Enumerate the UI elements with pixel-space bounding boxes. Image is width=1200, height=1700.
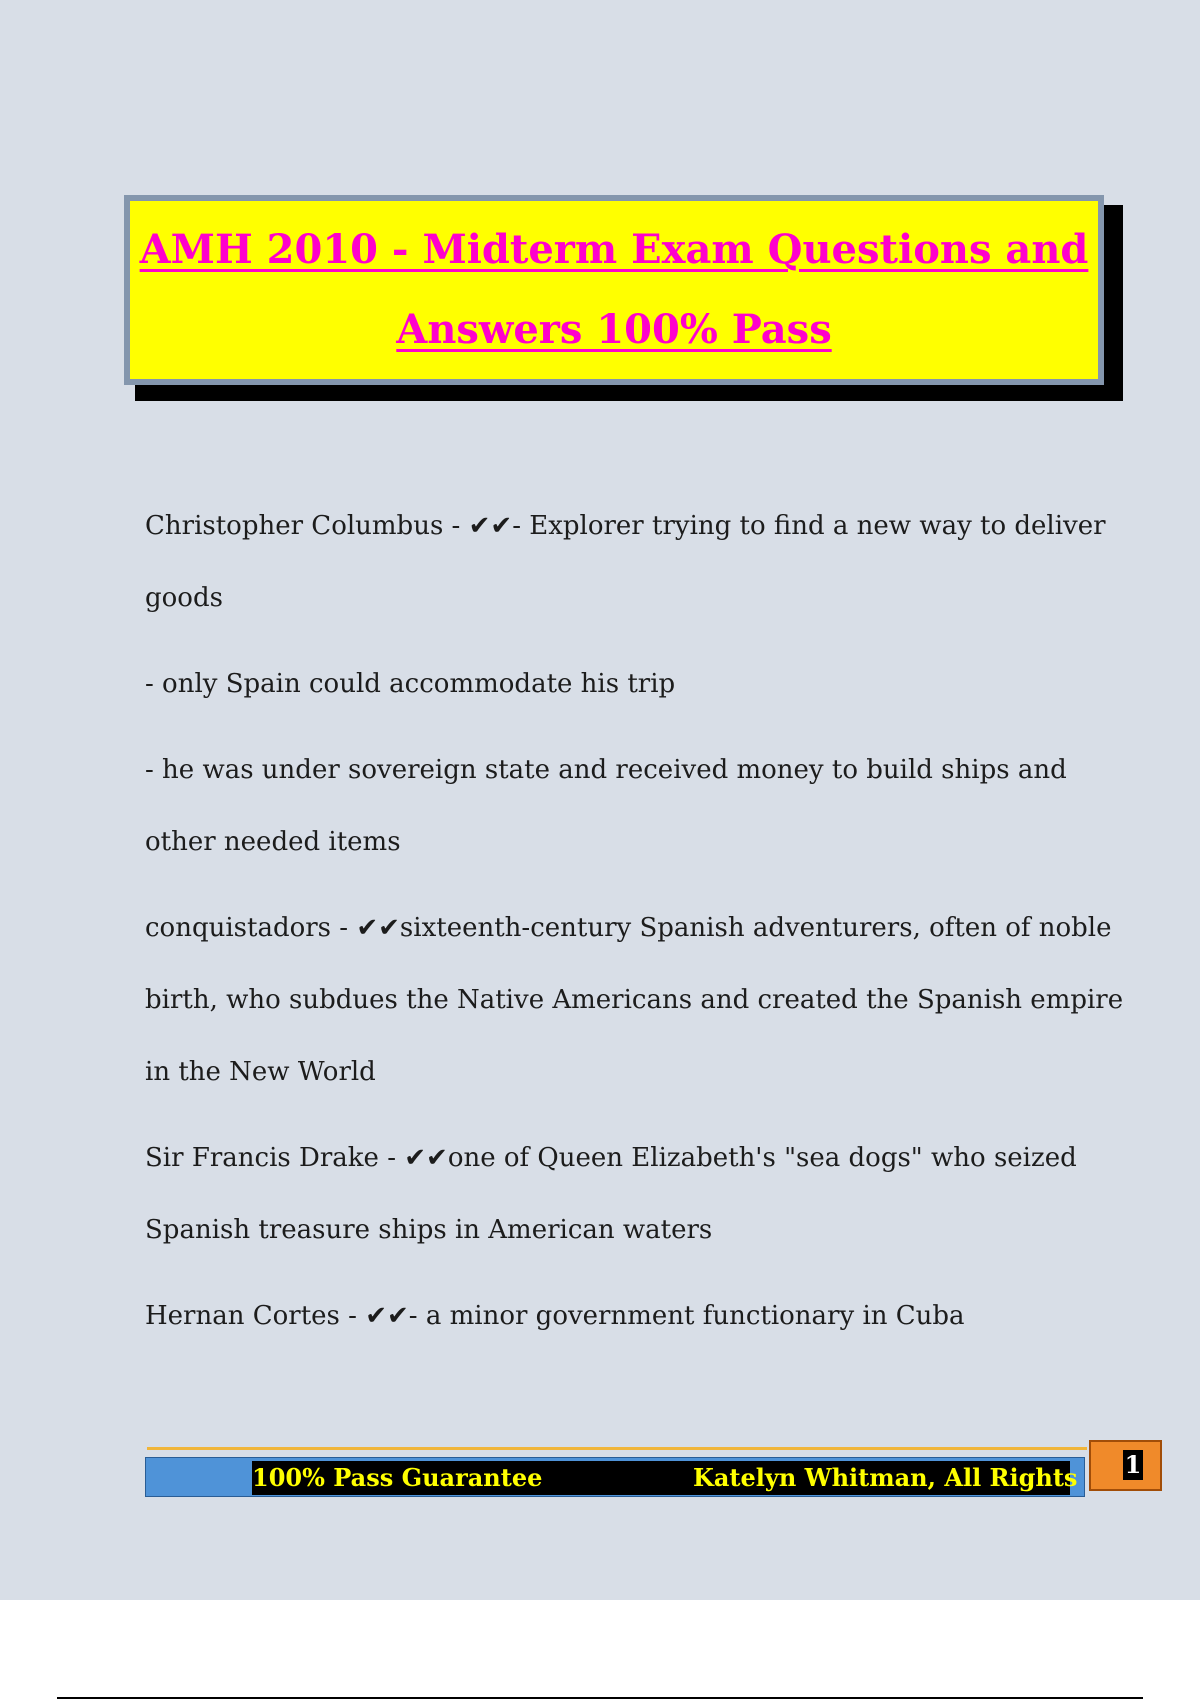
next-page-rule [57,1697,1143,1699]
double-check-icon: ✔✔ [365,1301,409,1331]
qa-entry-line [145,490,1105,562]
page-number: 1 [1124,1450,1142,1479]
qa-entry-line [145,1122,1105,1194]
footer-copyright-text: Katelyn Whitman, All Rights [693,1463,1078,1492]
qa-entry [145,892,1124,1108]
footer-guarantee-text: 100% Pass Guarantee [252,1463,543,1492]
double-check-icon: ✔✔ [468,511,513,541]
qa-entry [145,1122,1105,1266]
qa-entry-line: - he was under sovereign state and received money to build ships and [145,755,1067,785]
qa-entry-line: - only Spain could accommodate his trip [145,669,676,699]
answer-text: sixteenth-century Spanish adventurers, often of noble [399,913,1112,943]
title-banner [124,195,1104,385]
qa-entry-line: other needed items [145,827,401,857]
term-label: Hernan Cortes - [145,1301,366,1331]
qa-entry [145,648,1105,720]
document-title-line-1: AMH 2010 - Midterm Exam Questions and [139,226,1089,273]
answer-text: - Explorer trying to find a new way to deliver [512,511,1106,541]
qa-entry-line: goods [145,583,223,613]
qa-entry-line [145,892,1112,964]
term-label: Sir Francis Drake - [145,1143,405,1173]
term-label: Christopher Columbus - [145,511,469,541]
document-title-line-2: Answers 100% Pass [396,306,832,353]
qa-entry [145,490,1105,634]
answer-text: - a minor government functionary in Cuba [408,1301,965,1331]
term-label: conquistadors - [145,913,357,943]
qa-entry-line: Spanish treasure ships in American waters [145,1215,713,1245]
qa-entry [145,734,1105,878]
footer-divider [147,1447,1087,1450]
qa-entry-line: birth, who subdues the Native Americans and created the Spanish empire [145,985,1124,1015]
answer-text: one of Queen Elizabeth's "sea dogs" who seized [447,1143,1077,1173]
qa-entry [145,1280,1105,1352]
double-check-icon: ✔✔ [356,913,400,943]
qa-entry-line [145,1280,1105,1352]
double-check-icon: ✔✔ [404,1143,448,1173]
qa-entry-line: in the New World [145,1057,376,1087]
document-body [145,490,1124,1352]
